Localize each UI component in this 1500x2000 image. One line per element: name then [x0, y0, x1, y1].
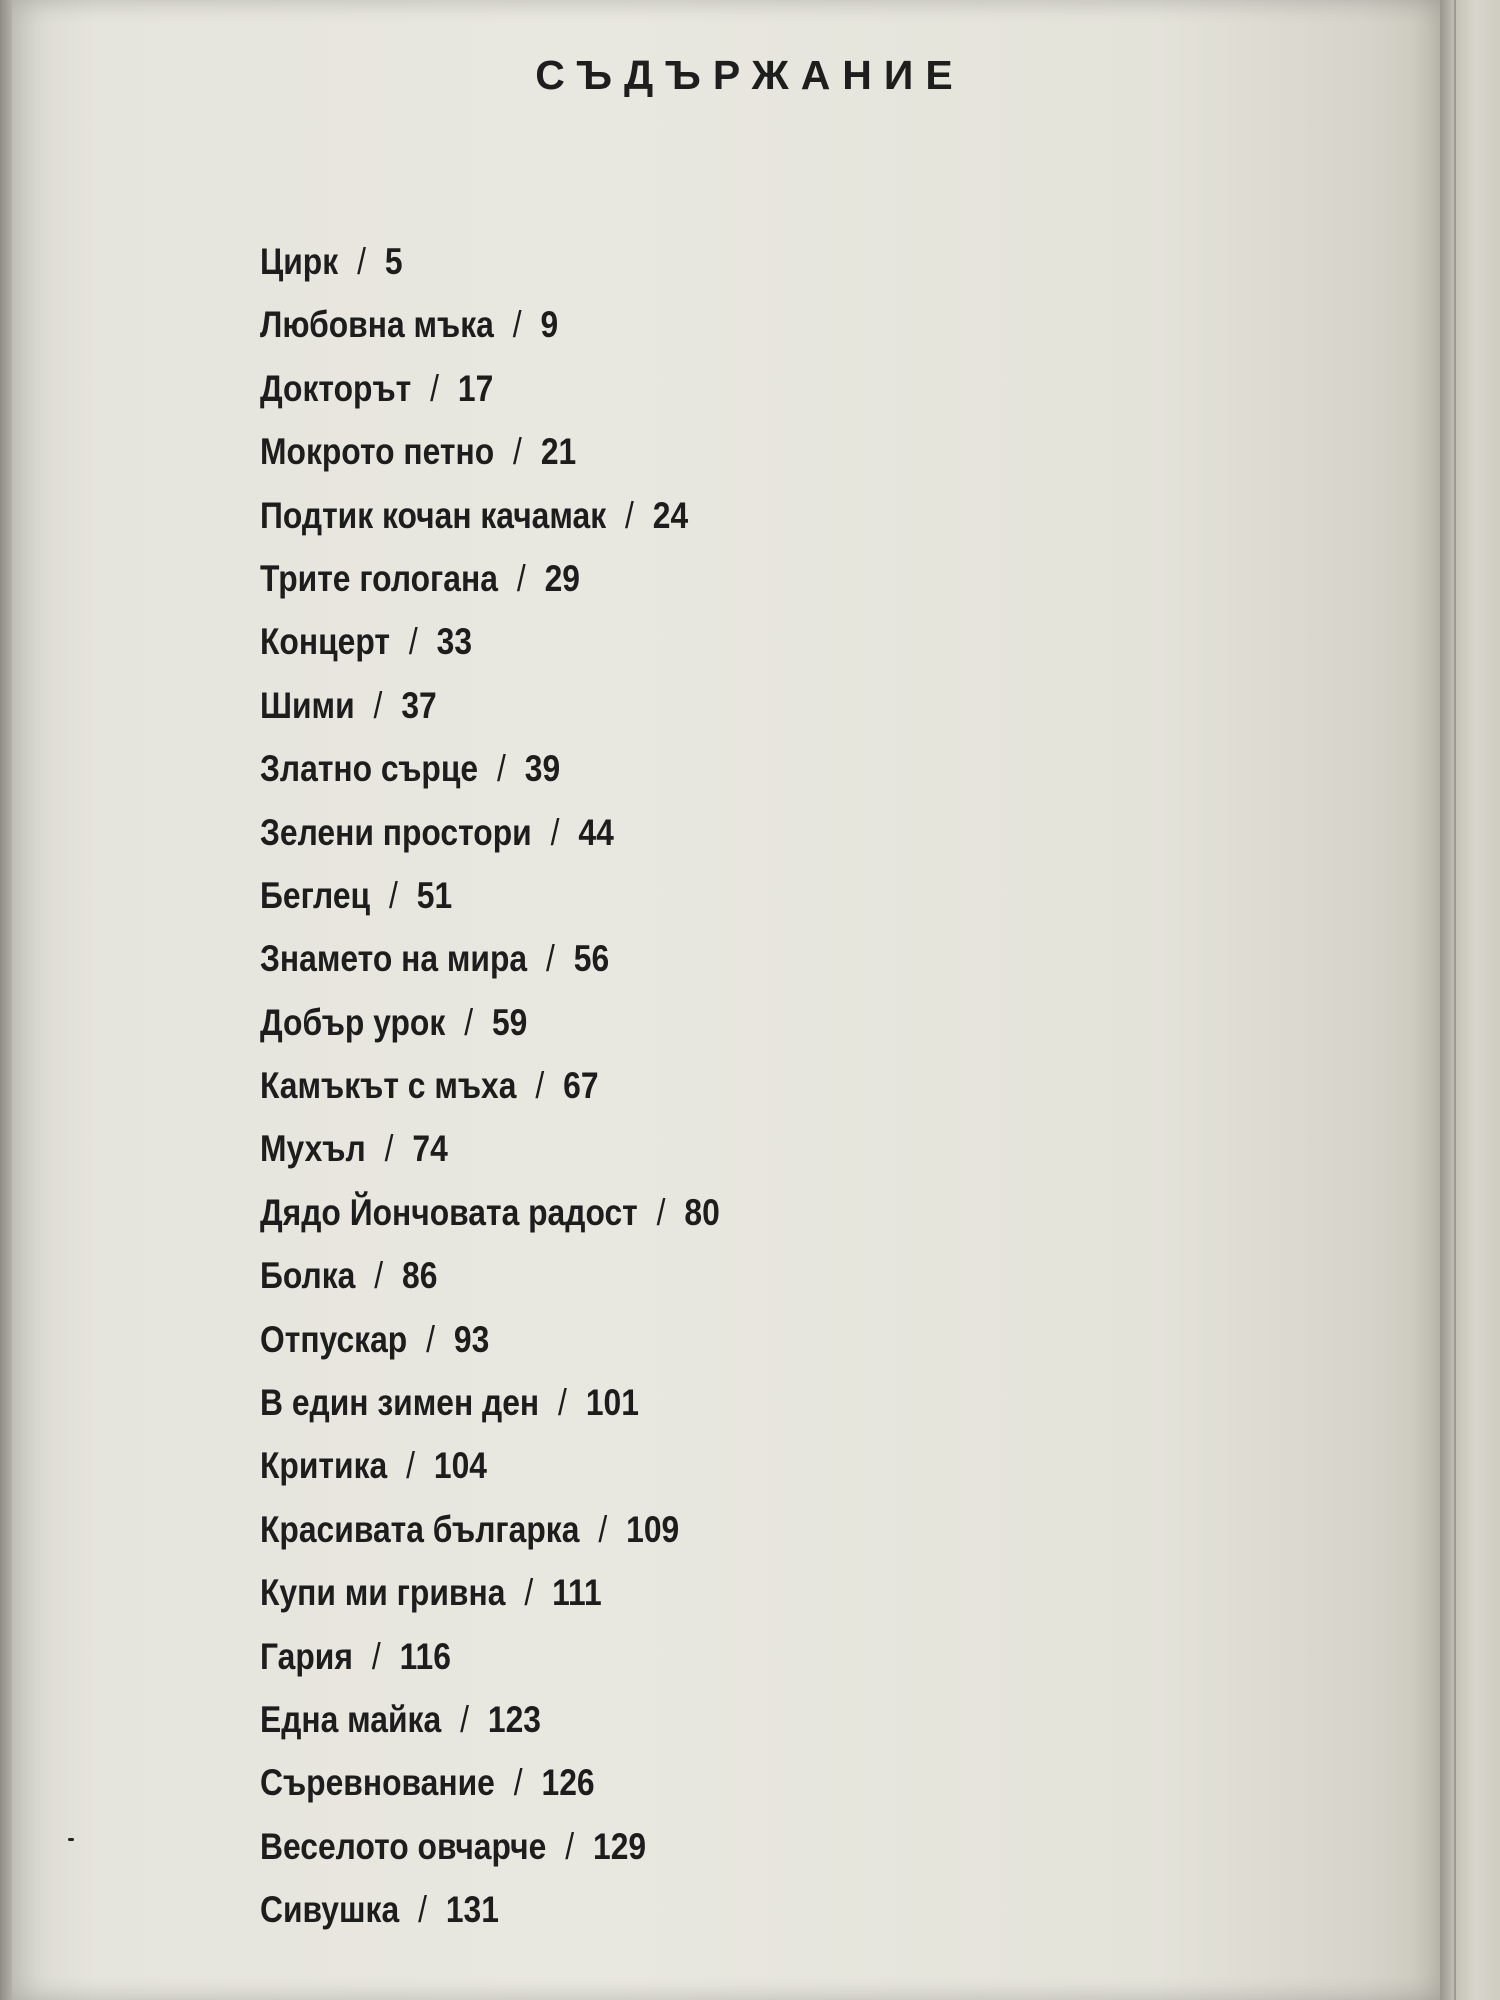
toc-entry-title: Добър урок	[260, 1001, 446, 1043]
toc-entry-page: 123	[487, 1698, 541, 1740]
toc-separator: /	[565, 1825, 575, 1867]
toc-separator: /	[558, 1382, 567, 1424]
toc-separator: /	[371, 1635, 381, 1677]
toc-entry	[260, 1625, 1034, 1688]
toc-entry-page: 17	[457, 367, 494, 409]
toc-entry	[260, 1878, 1034, 1941]
toc-entry-title: Камъкът с мъха	[260, 1065, 517, 1107]
toc-entry-title: Знамето на мира	[260, 938, 528, 980]
toc-entry	[260, 737, 1034, 800]
toc-entry	[260, 610, 1034, 673]
contents-heading: СЪДЪРЖАНИЕ	[535, 52, 965, 98]
toc-entry	[260, 1815, 1034, 1878]
toc-entry-page: 9	[540, 304, 559, 346]
ink-speck	[68, 1838, 74, 1841]
toc-separator: /	[550, 811, 560, 853]
toc-entry-title: Болка	[260, 1255, 356, 1297]
toc-separator: /	[512, 304, 522, 346]
toc-entry-page: 74	[412, 1128, 448, 1170]
toc-separator: /	[625, 494, 634, 536]
toc-separator: /	[598, 1508, 608, 1550]
toc-separator: /	[546, 938, 555, 980]
toc-entry	[260, 1308, 1034, 1371]
toc-entry	[260, 1498, 1034, 1561]
toc-separator: /	[524, 1572, 534, 1614]
toc-entry-title: Любовна мъка	[260, 304, 494, 346]
toc-entry-page: 59	[491, 1001, 528, 1043]
toc-entry-title: Гария	[260, 1635, 353, 1677]
toc-separator: /	[513, 431, 522, 473]
toc-entry	[260, 1751, 1034, 1814]
toc-entry	[260, 991, 1034, 1054]
toc-entry	[260, 1371, 1034, 1434]
toc-entry	[260, 420, 1034, 483]
toc-entry-page: 80	[684, 1191, 720, 1233]
toc-separator: /	[384, 1128, 394, 1170]
toc-entry-page: 131	[445, 1889, 499, 1931]
toc-entry-title: Цирк	[260, 241, 339, 282]
toc-entry-title: Зелени простори	[260, 811, 532, 853]
toc-entry	[260, 927, 1034, 990]
toc-entry-title: Критика	[260, 1445, 388, 1487]
toc-entry-title: Шими	[260, 684, 355, 726]
toc-entry-page: 5	[384, 241, 403, 282]
toc-entry-page: 51	[416, 874, 453, 916]
toc-entry-page: 21	[540, 431, 577, 473]
toc-entry-page: 93	[453, 1318, 490, 1360]
toc-entry	[260, 674, 1034, 737]
toc-entry	[260, 357, 1034, 420]
toc-separator: /	[406, 1445, 415, 1487]
toc-separator: /	[418, 1889, 427, 1931]
toc-entry-title: Дядо Йончовата радост	[260, 1191, 638, 1233]
toc-entry-page: 126	[541, 1762, 595, 1804]
toc-entry	[260, 1181, 1034, 1244]
toc-entry-page: 109	[626, 1508, 680, 1550]
toc-entry-title: Веселото овчарче	[260, 1825, 547, 1867]
toc-entry-title: Отпускар	[260, 1318, 408, 1360]
toc-entry-page: 29	[544, 557, 581, 599]
toc-entry-title: Докторът	[260, 367, 412, 409]
toc-entry-page: 39	[524, 748, 561, 790]
toc-entry-page: 33	[436, 621, 473, 663]
toc-entry-page: 24	[652, 494, 689, 536]
toc-entry-title: Концерт	[260, 621, 390, 663]
toc-entry-title: Трите гологана	[260, 557, 498, 599]
toc-entry-page: 104	[433, 1445, 487, 1487]
toc-entry	[260, 1117, 1034, 1180]
toc-entry-page: 86	[402, 1255, 438, 1297]
toc-separator: /	[516, 557, 526, 599]
toc-entry	[260, 547, 1034, 610]
toc-separator: /	[656, 1191, 666, 1233]
toc-entry	[260, 1054, 1034, 1117]
toc-entry	[260, 1244, 1034, 1307]
toc-entry-page: 129	[592, 1825, 647, 1867]
toc-entry	[260, 801, 1034, 864]
table-of-contents	[260, 230, 1034, 1942]
toc-entry-title: Красивата българка	[260, 1508, 580, 1550]
toc-separator: /	[497, 748, 506, 790]
toc-separator: /	[389, 874, 398, 916]
toc-entry-page: 37	[401, 684, 437, 726]
toc-separator: /	[464, 1001, 474, 1043]
toc-entry	[260, 1434, 1034, 1497]
toc-entry	[260, 1561, 1034, 1624]
toc-entry-page: 56	[573, 938, 610, 980]
next-page-edge	[1440, 0, 1500, 2000]
toc-entry-page: 44	[578, 811, 614, 853]
toc-entry-page: 101	[585, 1382, 639, 1424]
toc-separator: /	[357, 241, 366, 282]
toc-entry-title: Съревнование	[260, 1762, 495, 1804]
toc-separator: /	[460, 1698, 469, 1740]
toc-entry-page: 67	[563, 1065, 599, 1107]
toc-entry-page: 116	[399, 1635, 451, 1677]
binding-shadow	[0, 0, 12, 2000]
toc-entry-title: Подтик кочан качамак	[260, 494, 607, 536]
page-edge-line	[1454, 0, 1456, 2000]
toc-entry-title: Купи ми гривна	[260, 1572, 506, 1614]
toc-entry-page: 111	[552, 1572, 602, 1614]
toc-entry-title: Сивушка	[260, 1889, 400, 1931]
toc-entry-title: Мухъл	[260, 1128, 366, 1170]
toc-entry-title: Златно сърце	[260, 748, 479, 790]
toc-separator: /	[513, 1762, 523, 1804]
toc-separator: /	[535, 1065, 545, 1107]
toc-entry	[260, 293, 1034, 356]
toc-entry	[260, 484, 1034, 547]
toc-entry	[260, 864, 1034, 927]
toc-entry-title: Една майка	[260, 1698, 442, 1740]
toc-separator: /	[408, 621, 418, 663]
toc-separator: /	[374, 1255, 384, 1297]
toc-entry-title: Мокрото петно	[260, 431, 495, 473]
toc-separator: /	[430, 367, 440, 409]
toc-entry-title: Беглец	[260, 874, 371, 916]
toc-entry	[260, 230, 1034, 293]
toc-separator: /	[426, 1318, 435, 1360]
toc-entry-title: В един зимен ден	[260, 1382, 540, 1424]
toc-separator: /	[373, 684, 383, 726]
toc-entry	[260, 1688, 1034, 1751]
